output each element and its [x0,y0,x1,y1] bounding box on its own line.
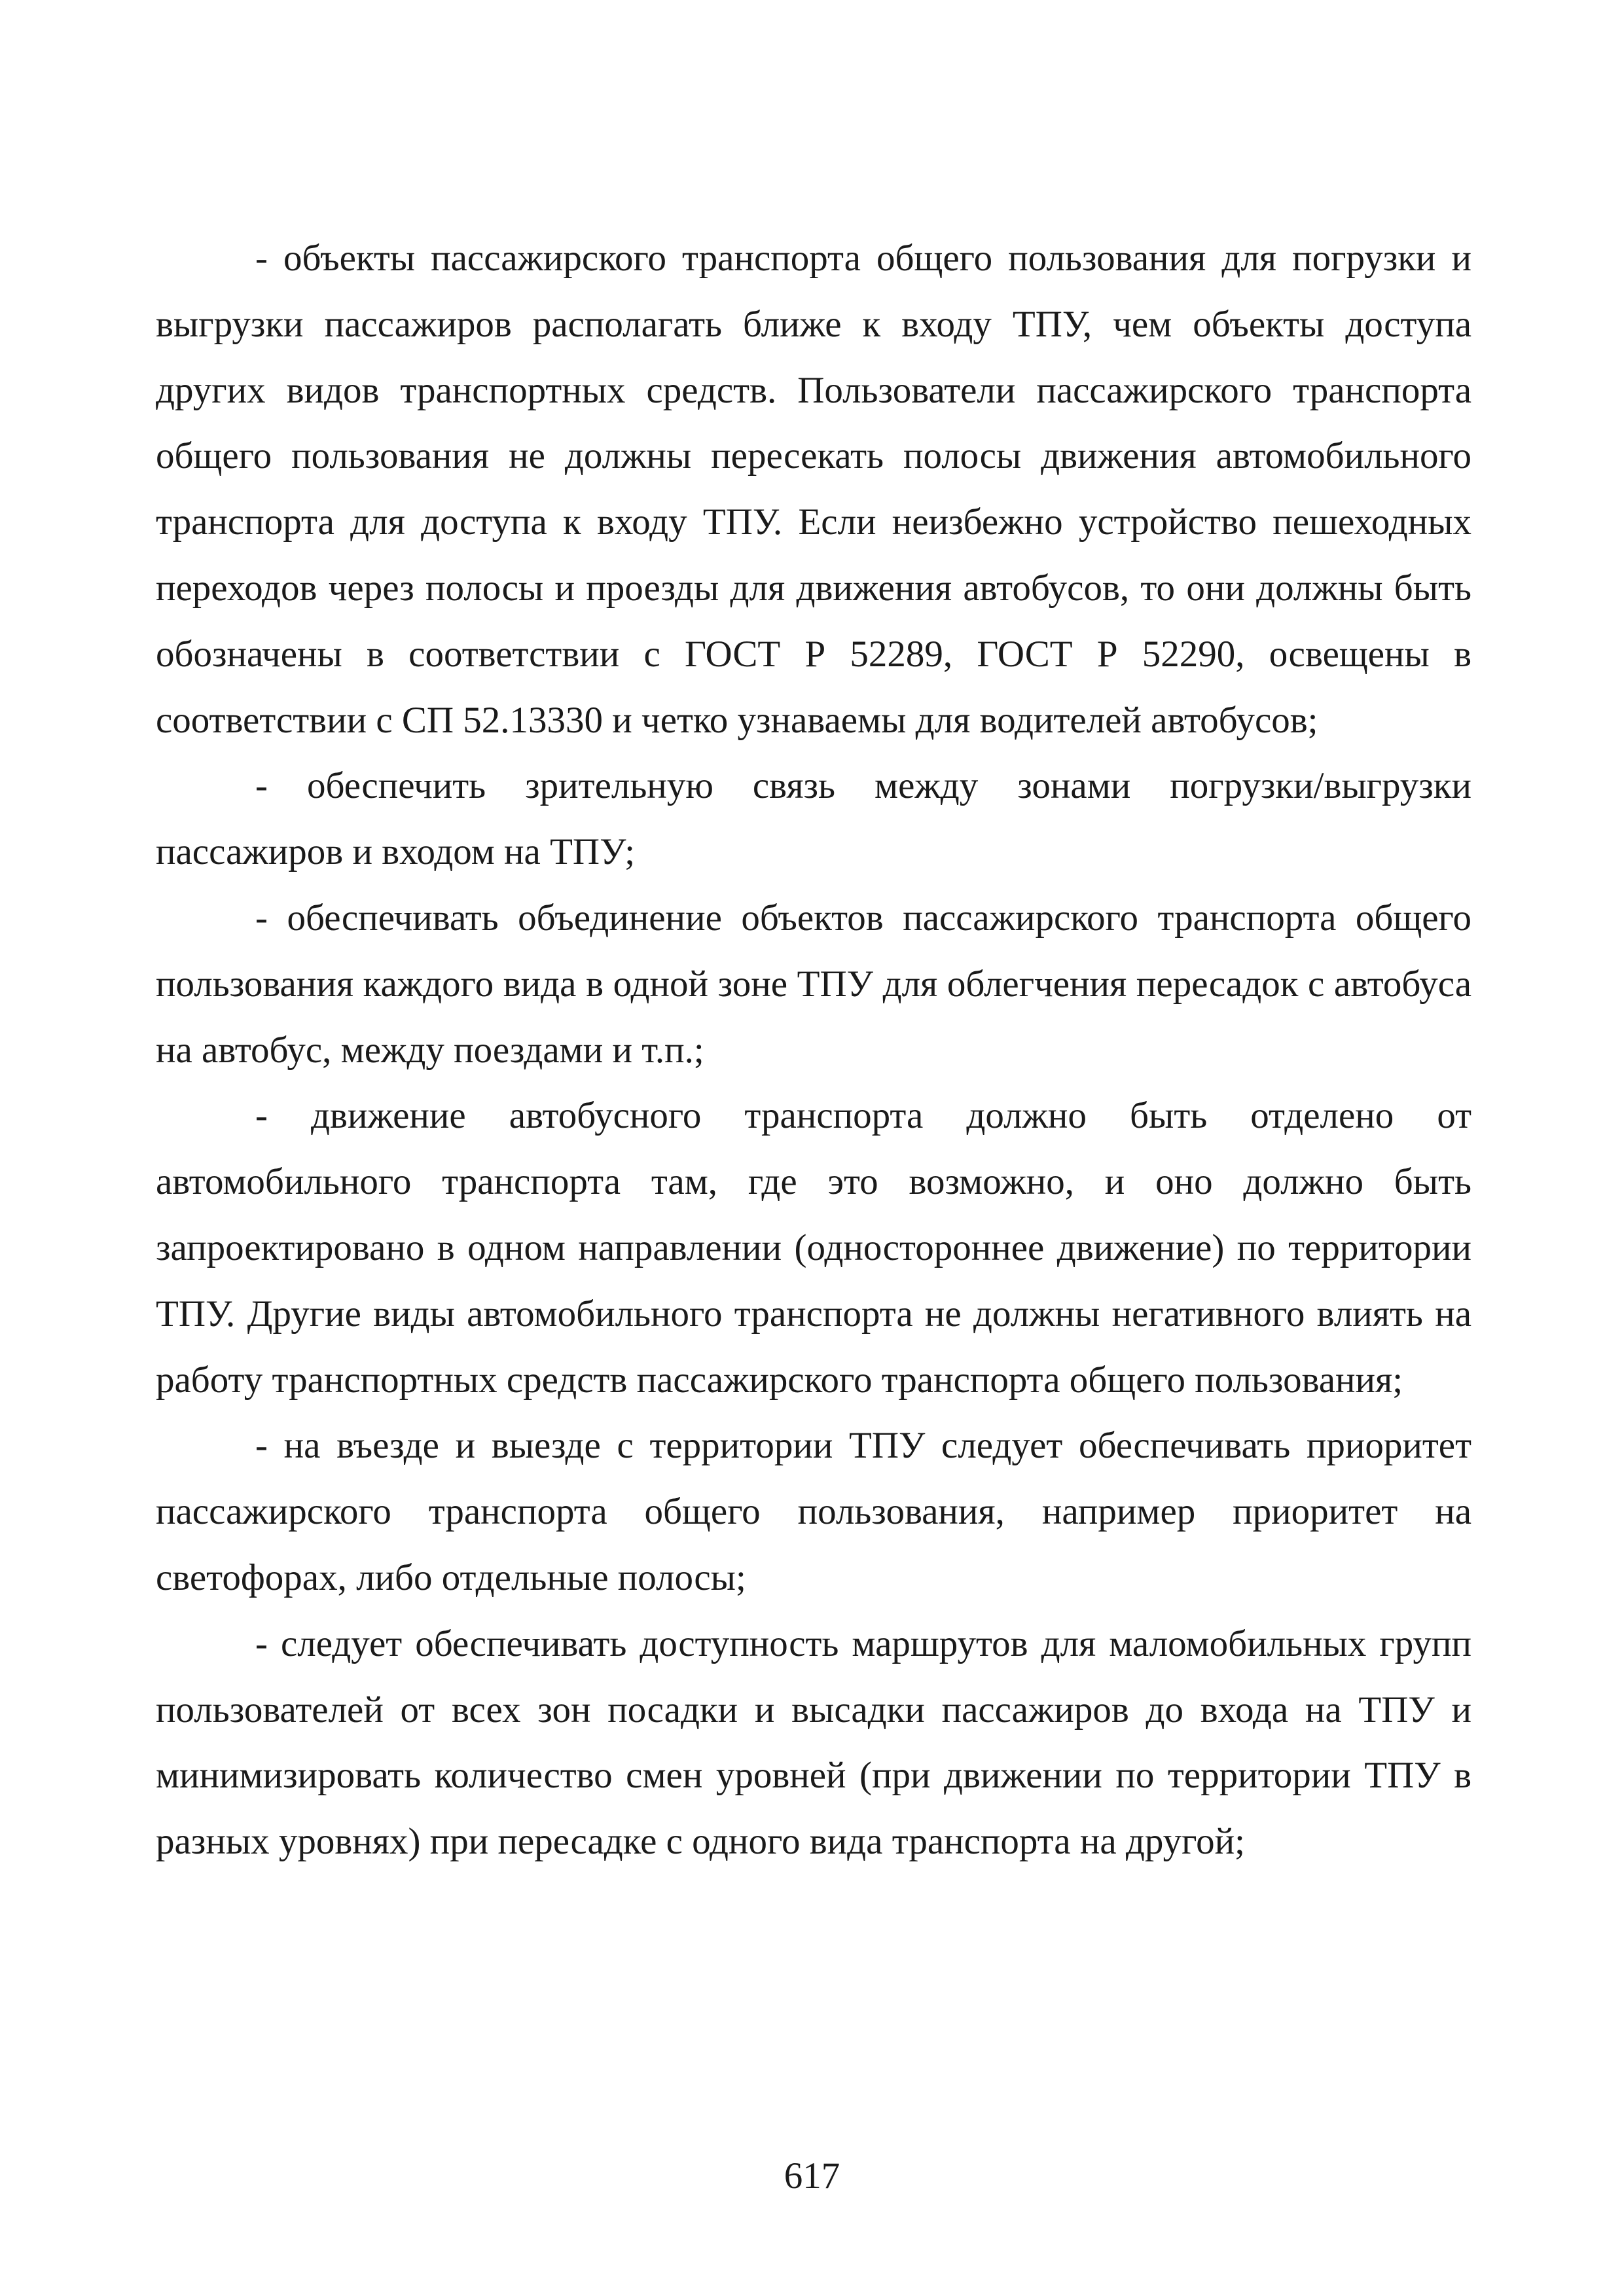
body-text [156,226,1471,1875]
list-item: - обеспечивать объединение объектов пассажирского транспорта общего пользования каждого вида в одной зоне ТПУ для облегчения пересадок с автобуса на автобус, между поездами и т.п.; [156,897,1471,1071]
page-number: 617 [784,2155,840,2197]
list-item: - объекты пассажирского транспорта общего пользования для погрузки и выгрузки пассажиров располагать ближе к входу ТПУ, чем объекты доступа других видов транспортных средств. Пользователи пассажирского транспорта общего пользования не должны пересекать полосы движения автомобильного транспорта для доступа к входу ТПУ. Если неизбежно устройство пешеходных переходов через полосы и проезды для движения автобусов, то они должны быть обозначены в соответствии с ГОСТ Р 52289, ГОСТ Р 52290, освещены в соответствии с СП 52.13330 и четко узнаваемы для водителей автобусов; [156,238,1471,741]
list-item: - следует обеспечивать доступность маршрутов для маломобильных групп пользователей от всех зон посадки и высадки пассажиров до входа на ТПУ и минимизировать количество смен уровней (при движении по территории ТПУ в разных уровнях) при пересадке с одного вида транспорта на другой; [156,1623,1471,1863]
list-item: - обеспечить зрительную связь между зонами погрузки/выгрузки пассажиров и входом на ТПУ; [156,765,1471,873]
list-item: - движение автобусного транспорта должно быть отделено от автомобильного транспорта там, где это возможно, и оно должно быть запроектировано в одном направлении (одностороннее движение) по территории ТПУ. Другие виды автомобильного транспорта не должны негативного влиять на работу транспортных средств пассажирского транспорта общего пользования; [156,1095,1471,1401]
list-item: - на въезде и выезде с территории ТПУ следует обеспечивать приоритет пассажирского транспорта общего пользования, например приоритет на светофорах, либо отдельные полосы; [156,1425,1471,1598]
